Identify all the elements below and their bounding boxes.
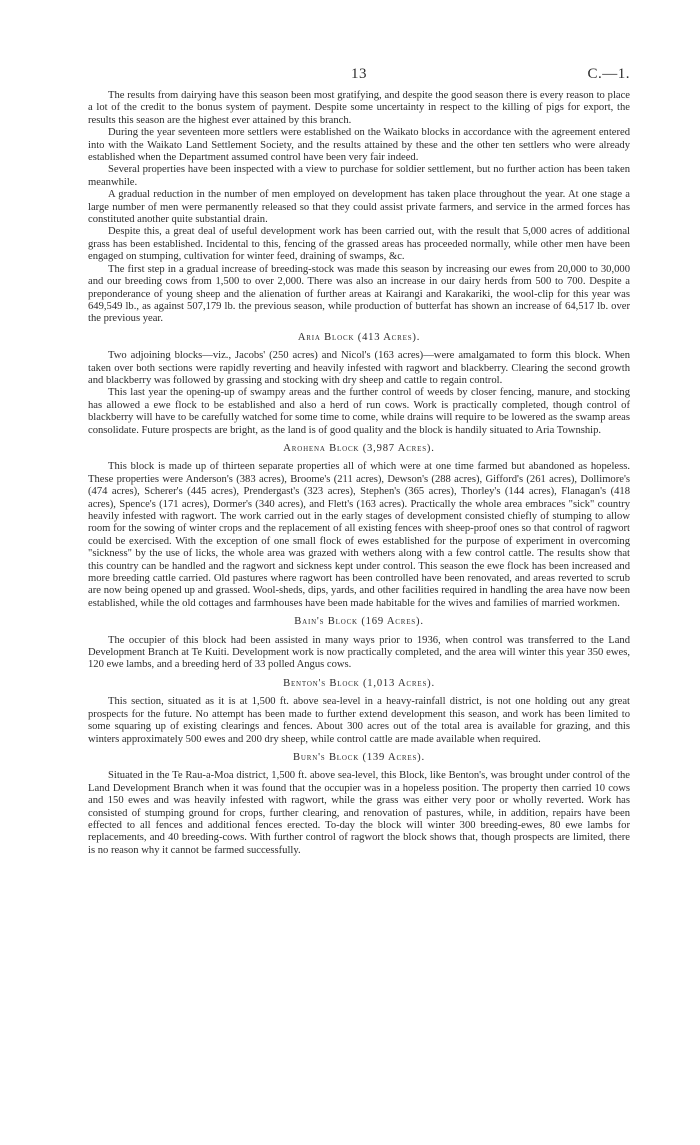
section-heading-bentons-block: Benton's Block (1,013 Acres). (283, 677, 435, 689)
section-paragraph: This last year the opening-up of swampy areas and the further control of weeds by closer fencing, manure, and stocking has allowed a ewe flock to be established and also a herd of run cows. Work is practically completed, though control of blackberry will have to be carefully watched for some time to come, while drains will require to be lowered as the swamp areas consolidate. Future prospects are bright, as the land is of good quality and the block is handily situated to Aria Township. (88, 387, 630, 436)
intro-paragraph: A gradual reduction in the number of men employed on development has taken place throughout the year. At one stage a large number of men were permanently released so that they could assist private farmers, and service in the armed forces has constituted another quite substantial drain. (88, 189, 630, 226)
section-paragraph: This block is made up of thirteen separate properties all of which were at one time farmed but abandoned as hopeless. These properties were Anderson's (383 acres), Broome's (211 acres), Dewson's (288 acres), Gifford's (261 acres), Dollimore's (474 acres), Scherer's (445 acres), Prendergast's (323 acres), Stephen's (365 acres), Thorley's (144 acres), Flanagan's (418 acres), Spence's (171 acres), Dormer's (340 acres), and Flett's (163 acres). Practically the whole area embraces "sick" country heavily infested with ragwort. The work carried out in the early stages of development consisted chiefly of stumping to allow room for the sowing of winter crops and the replacement of all existing fences with sheep-proof ones so that control of ragwort could be exercised. With the exception of one small flock of ewes established for the purpose of experiment in overcoming "sickness" by the use of licks, the whole area was grazed with wethers along with a few control cattle. The results show that this country can be handled and the ragwort and sickness kept under control. This season the ewe flock has been increased and more breeding cattle carried. Old pastures where ragwort has been controlled have been renovated, and areas reverted to scrub are now being opened up and grassed. Wool-sheds, dips, yards, and other facilities required in handling the area have now been established, while the old cottages and farmhouses have been made habitable for the wives and families of married workmen. (88, 461, 630, 609)
page-header (88, 62, 630, 90)
section-paragraph: This section, situated as it is at 1,500 ft. above sea-level in a heavy-rainfall district, is not one holding out any great prospects for the future. No attempt has been made to further extend development this season, and work has been limited to some squaring up of existing clearings and fences. About 300 acres out of the total area is available for grazing, and this winters approximately 500 ewes and 200 dry sheep, while control cattle are made available when required. (88, 696, 630, 745)
body-text (88, 90, 630, 857)
intro-paragraph: The first step in a gradual increase of breeding-stock was made this season by increasing our ewes from 20,000 to 30,000 and our breeding cows from 1,500 to over 2,000. There was also an increase in our dairy herds from 500 to 700. Despite a preponderance of young sheep and the alienation of further areas at Kairangi and Karakariki, the wool-clip for this year was 649,549 lb., as against 507,179 lb. the previous season, while production of butterfat has shown an increase of 64,517 lb. over the previous year. (88, 263, 630, 325)
section-heading-bains-block: Bain's Block (169 Acres). (294, 616, 424, 628)
intro-paragraph: The results from dairying have this season been most gratifying, and despite the good season there is every reason to place a lot of the credit to the bonus system of payment. Despite some uncertainty in respect to the killing of pigs for export, the results this season are the highest ever attained by this branch. (88, 90, 630, 126)
section-paragraph: The occupier of this block had been assisted in many ways prior to 1936, when control was transferred to the Land Development Branch at Te Kuiti. Development work is now practically completed, and the area will winter this year 350 ewes, 120 ewe lambs, and a breeding herd of 33 polled Angus cows. (88, 634, 630, 671)
intro-paragraph: During the year seventeen more settlers were established on the Waikato blocks in accordance with the agreement entered into with the Waikato Land Settlement Society, and the results attained by these and the other ten settlers who were already established when the Department assumed control have been very fair indeed. (88, 127, 630, 164)
document-reference: C.—1. (587, 66, 630, 82)
section-heading-burns-block: Burn's Block (139 Acres). (293, 751, 425, 763)
intro-paragraph: Despite this, a great deal of useful development work has been carried out, with the result that 5,000 acres of additional grass has been established. Incidental to this, fencing of the grassed areas has proceeded normally, while other men have been engaged on stumping, cultivation for winter feed, draining of swamps, &c. (88, 226, 630, 263)
page-number: 13 (351, 66, 367, 82)
section-heading-arohena-block: Arohena Block (3,987 Acres). (283, 442, 435, 454)
section-heading-aria-block: Aria Block (413 Acres). (297, 331, 421, 343)
section-paragraph: Two adjoining blocks—viz., Jacobs' (250 acres) and Nicol's (163 acres)—were amalgamated to form this block. When taken over both sections were rapidly reverting and heavily infested with ragwort and blackberry. Clearing the second growth and blackberry was followed by grassing and stocking with dry sheep and cattle to regain control. (88, 350, 630, 386)
intro-paragraph: Several properties have been inspected with a view to purchase for soldier settlement, but no further action has been taken meanwhile. (88, 164, 630, 188)
section-paragraph: Situated in the Te Rau-a-Moa district, 1,500 ft. above sea-level, this Block, like Benton's, was brought under control of the Land Development Branch when it was found that the occupier was in a hopeless position. The property then carried 10 cows and 150 ewes and was heavily infested with ragwort, while the grass was either very poor or wholly reverted. Work has consisted of stumping ground for crops, further clearing, and renovation of pastures, while, in addition, repairs have been effected to all fences and additional fences erected. To-day the block will winter 300 breeding-ewes, 80 ewe lambs for replacements, and 40 breeding-cows. With further control of ragwort the block shows that, though prospects are limited, there is no reason why it cannot be farmed successfully. (88, 770, 630, 856)
